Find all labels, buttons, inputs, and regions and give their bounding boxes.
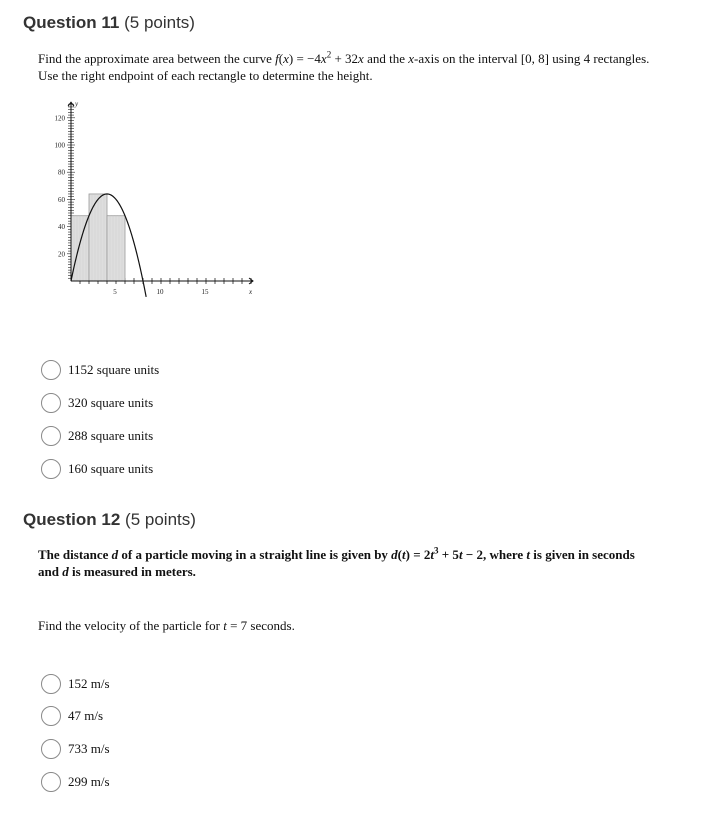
- radio-button[interactable]: [41, 772, 61, 792]
- exponent: 3: [434, 545, 439, 556]
- prompt-text: and the: [363, 51, 409, 66]
- option-label: 152 m/s: [68, 676, 110, 691]
- prompt-text: is measured in meters.: [68, 564, 196, 579]
- y-tick-label: 60: [58, 195, 65, 204]
- variable-d: d: [111, 547, 119, 562]
- q12-option-4[interactable]: [41, 771, 110, 793]
- prompt-text: (: [278, 51, 284, 66]
- option-label: 1152 square units: [68, 362, 160, 377]
- radio-button[interactable]: [41, 674, 61, 694]
- x-axis-label: x: [249, 288, 253, 296]
- variable-x: x: [408, 51, 414, 66]
- prompt-text: and: [38, 564, 63, 579]
- prompt-text: + 5: [438, 547, 459, 562]
- q11-option-2[interactable]: [41, 392, 153, 414]
- function-name: f: [275, 51, 279, 66]
- question-11-prompt: [38, 50, 688, 84]
- radio-button[interactable]: [41, 393, 61, 413]
- prompt-text: Find the velocity of the particle for: [38, 618, 224, 633]
- x-tick-label: 5: [113, 288, 117, 296]
- prompt-text: ) = 2: [405, 547, 431, 562]
- y-tick-label: 100: [54, 141, 65, 150]
- variable-t: t: [458, 547, 463, 562]
- variable-t: t: [430, 547, 435, 562]
- prompt-text: = 7 seconds.: [226, 618, 295, 633]
- prompt-text: The distance: [38, 547, 112, 562]
- y-axis-label: y: [75, 100, 79, 109]
- variable-t: t: [402, 547, 406, 562]
- prompt-text: Find the approximate area between the curve: [38, 51, 276, 66]
- y-tick-label: 80: [58, 168, 65, 177]
- q12-option-1[interactable]: [41, 673, 110, 695]
- option-label: 320 square units: [68, 395, 154, 410]
- rectangles: [71, 194, 125, 281]
- radio-button[interactable]: [41, 426, 61, 446]
- riemann-sum-graph: [48, 97, 263, 319]
- radio-button[interactable]: [41, 360, 61, 380]
- radio-button[interactable]: [41, 706, 61, 726]
- y-tick-label: 40: [58, 223, 65, 232]
- prompt-text: ) = −4: [288, 51, 321, 66]
- prompt-text: − 2, where: [462, 547, 527, 562]
- question-11-title: Question 11: [23, 13, 120, 32]
- q12-option-2[interactable]: [41, 705, 103, 727]
- prompt-text: of a particle moving in a straight line is given by: [118, 547, 392, 562]
- option-label: 47 m/s: [68, 708, 104, 723]
- question-11-points: (5 points): [124, 13, 195, 32]
- option-label: 288 square units: [68, 428, 154, 443]
- option-label: 733 m/s: [68, 741, 110, 756]
- option-label: 299 m/s: [68, 774, 110, 789]
- variable-x: x: [320, 51, 327, 66]
- question-11-header: [23, 13, 195, 33]
- x-tick-label: 10: [156, 288, 164, 296]
- question-12-points: (5 points): [125, 510, 196, 529]
- exponent: 2: [326, 49, 332, 60]
- variable-t: t: [526, 547, 531, 562]
- variable-d: d: [391, 547, 398, 562]
- question-12-header: [23, 510, 196, 530]
- prompt-text: -axis on the interval [0, 8] using 4 rectangles.: [414, 51, 650, 66]
- question-12-title: Question 12: [23, 510, 121, 529]
- option-label: 160 square units: [68, 461, 154, 476]
- y-tick-label: 120: [54, 114, 65, 123]
- variable-x: x: [358, 51, 364, 66]
- variable-t: t: [223, 618, 227, 633]
- prompt-text: + 32: [331, 51, 359, 66]
- x-tick-label: 15: [201, 288, 209, 296]
- q11-option-1[interactable]: [41, 359, 159, 381]
- variable-x: x: [283, 51, 289, 66]
- y-tick-label: 20: [58, 250, 65, 259]
- q11-option-4[interactable]: [41, 458, 153, 480]
- prompt-text: is given in seconds: [530, 547, 635, 562]
- q12-option-3[interactable]: [41, 738, 110, 760]
- prompt-text: Use the right endpoint of each rectangle to determine the height.: [38, 68, 373, 83]
- variable-d: d: [62, 564, 69, 579]
- radio-button[interactable]: [41, 459, 61, 479]
- question-12-find: [38, 617, 688, 634]
- question-12-prompt: The distance d of a particle moving in a straight line is given by $d(t) = 2t^3 + 5t - 2$, where t is given in seconds and d is measured in meters.: [38, 545, 635, 579]
- q11-option-3[interactable]: [41, 425, 153, 447]
- radio-button[interactable]: [41, 739, 61, 759]
